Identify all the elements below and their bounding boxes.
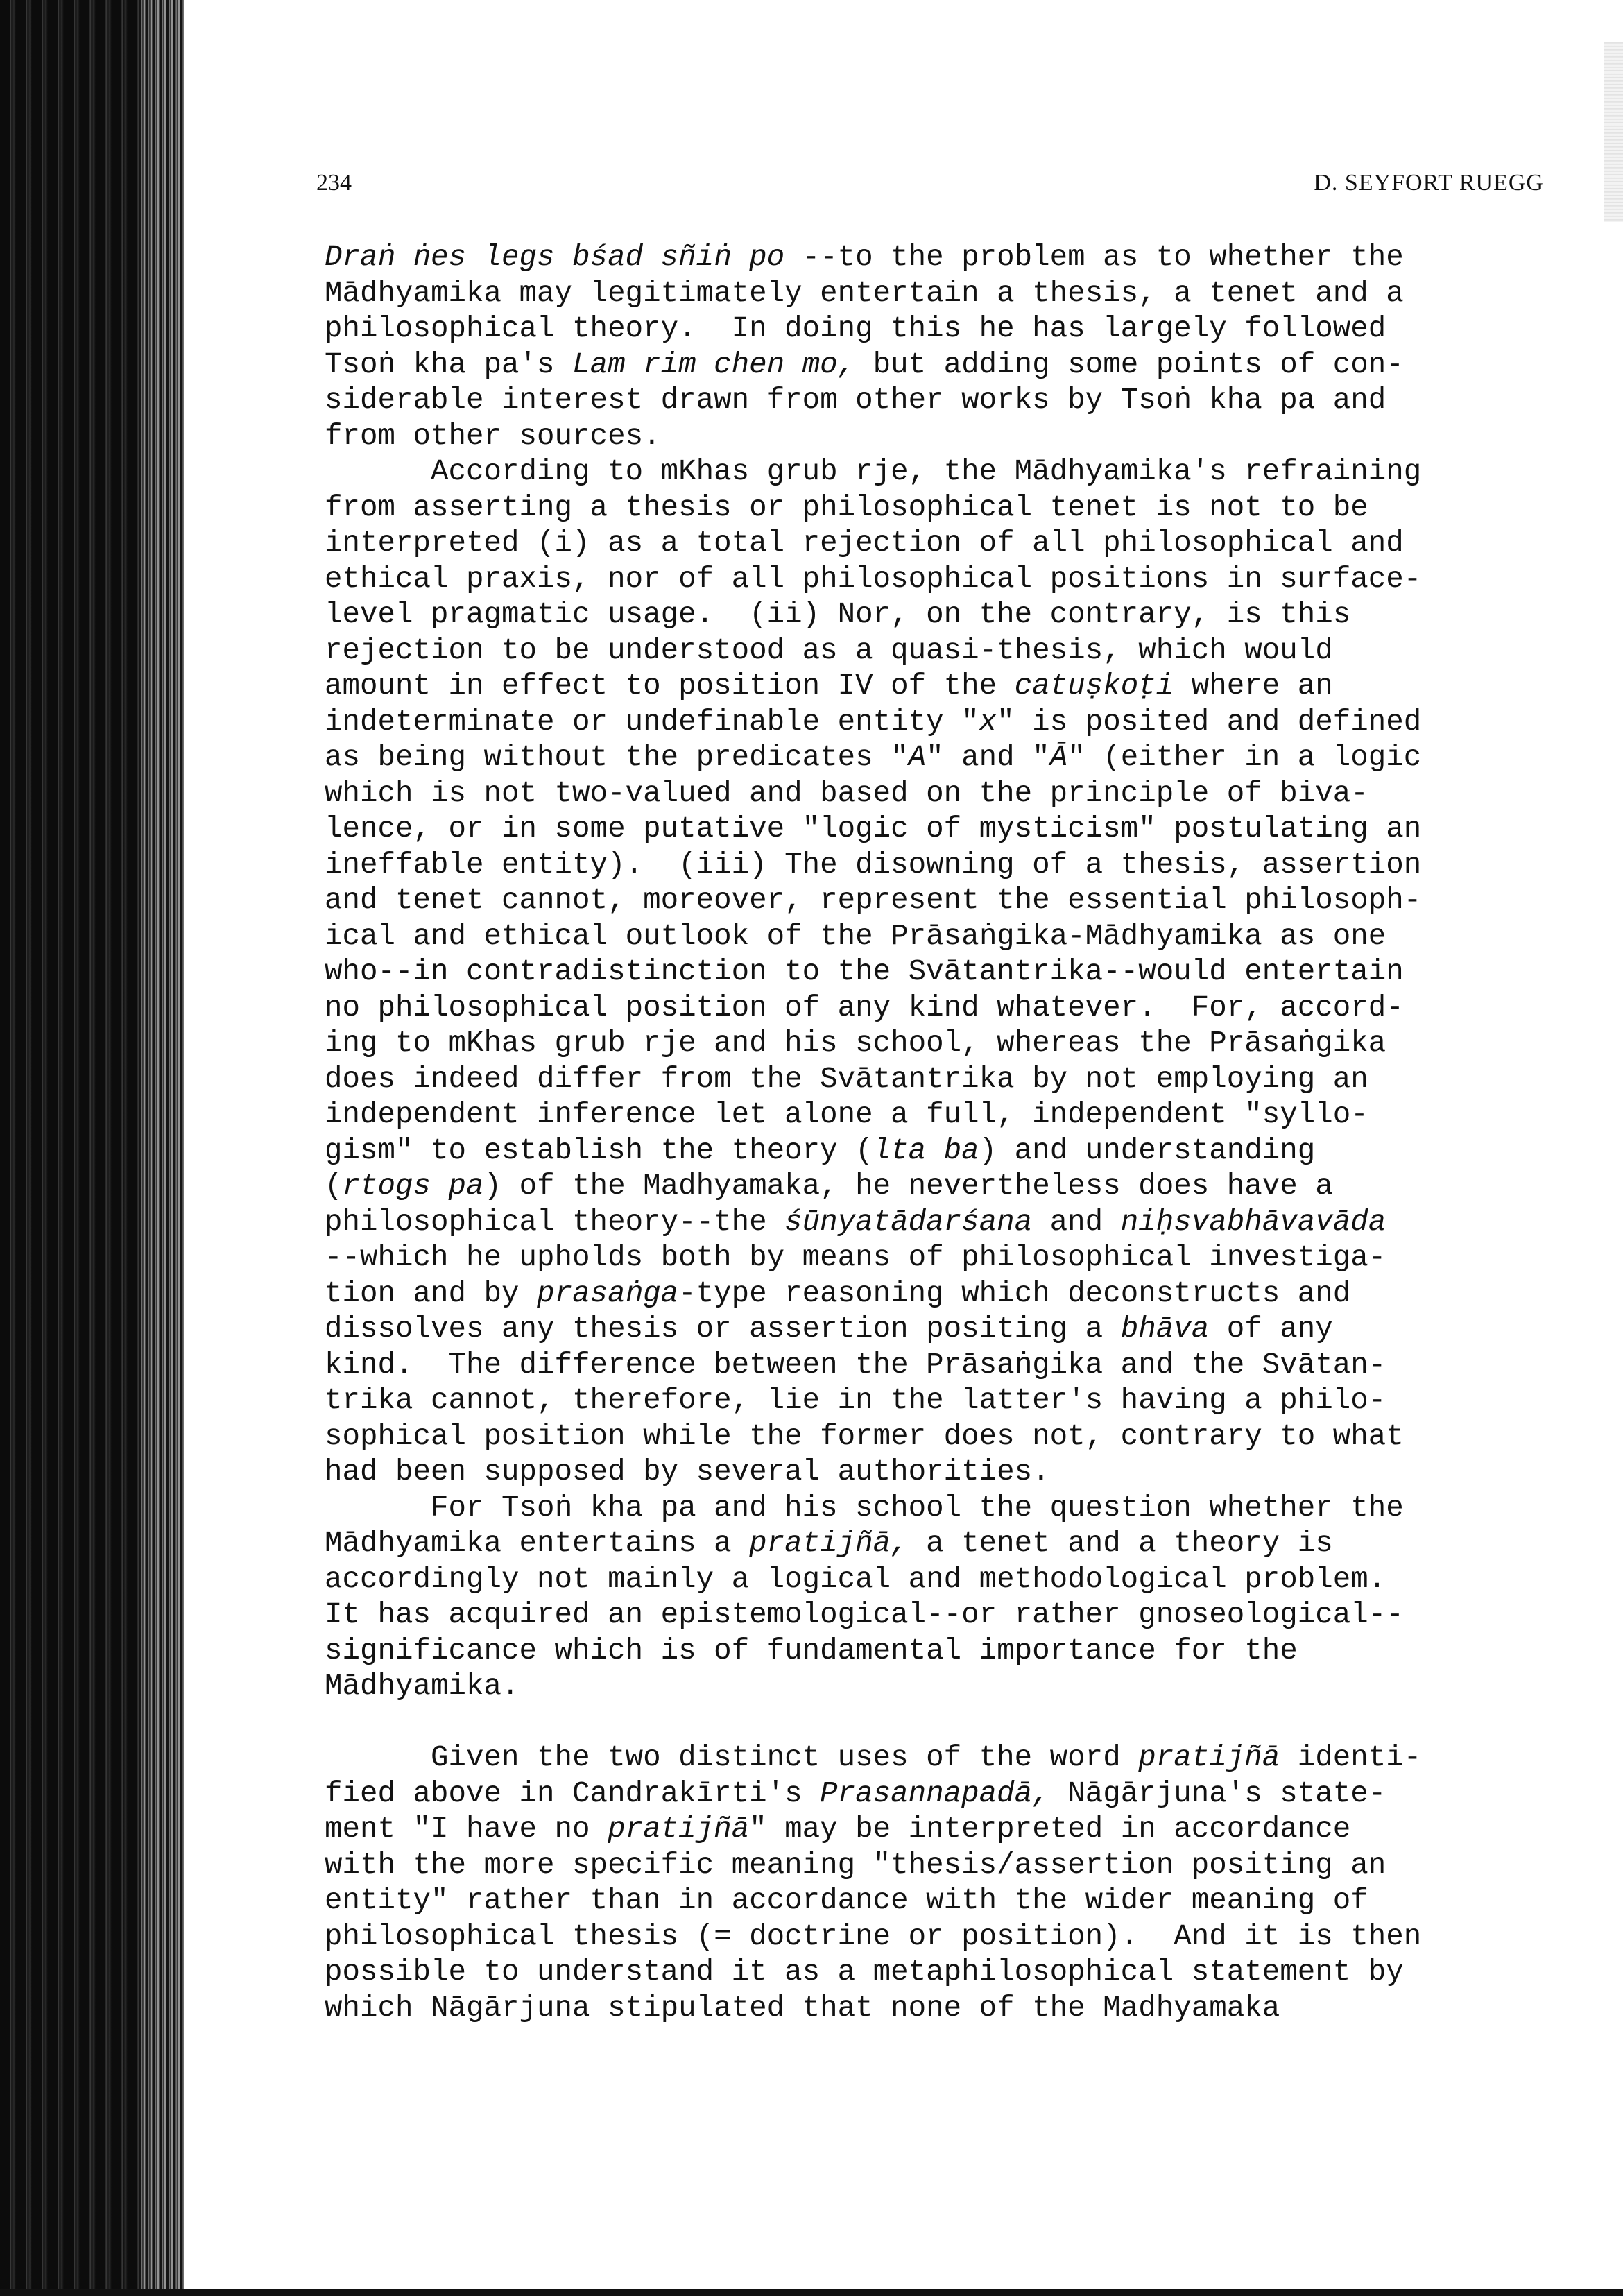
text-segment: tion and by — [325, 1276, 538, 1310]
text-line — [325, 812, 1545, 848]
text-line — [325, 562, 1545, 598]
italic-term: Ā — [1049, 741, 1068, 774]
text-segment: philosophical thesis (= doctrine or position). And it is then — [325, 1919, 1422, 1953]
text-segment: ) and understanding — [979, 1133, 1316, 1167]
text-line — [325, 1991, 1545, 2027]
text-line — [325, 1062, 1545, 1098]
text-line — [325, 1383, 1545, 1419]
page-number: 234 — [316, 170, 352, 196]
text-line — [325, 1312, 1545, 1348]
text-line — [325, 490, 1545, 526]
text-segment: identi- — [1280, 1741, 1422, 1774]
text-line — [325, 1240, 1545, 1276]
text-line — [325, 1097, 1545, 1133]
text-line — [325, 1455, 1545, 1491]
text-segment: trika cannot, therefore, lie in the latter's having a philo- — [325, 1384, 1386, 1417]
text-segment: siderable interest drawn from other works by Tsoṅ kha pa and — [325, 384, 1386, 417]
text-segment: had been supposed by several authorities. — [325, 1455, 1050, 1489]
text-segment: --which he upholds both by means of philosophical investiga- — [325, 1241, 1386, 1274]
text-line — [325, 383, 1545, 419]
text-line — [325, 1348, 1545, 1384]
text-segment: who--in contradistinction to the Svātantrika--would entertain — [325, 955, 1404, 988]
text-line — [325, 633, 1545, 669]
text-segment: For Tsoṅ kha pa and his school the question whether the — [431, 1491, 1404, 1525]
text-segment: entity" rather than in accordance with the wider meaning of — [325, 1884, 1368, 1917]
text-segment: Given the two distinct uses of the word — [431, 1741, 1139, 1774]
text-segment: and — [1032, 1205, 1121, 1239]
text-segment: rejection to be understood as a quasi-thesis, which would — [325, 633, 1333, 667]
text-line — [325, 740, 1545, 776]
text-segment: where an — [1174, 669, 1333, 703]
text-line — [325, 1419, 1545, 1455]
text-line — [325, 1634, 1545, 1670]
italic-term: bhāva — [1120, 1312, 1210, 1346]
text-line — [325, 1276, 1545, 1312]
running-head: D. SEYFORT RUEGG — [1314, 170, 1544, 196]
text-line — [325, 240, 1545, 276]
text-segment: -type reasoning which deconstructs and — [678, 1276, 1351, 1310]
text-segment: fied above in Candrakīrti's — [325, 1776, 821, 1810]
text-line — [325, 597, 1545, 633]
italic-term: pratijñā — [1138, 1741, 1280, 1774]
text-segment: which Nāgārjuna stipulated that none of the Madhyamaka — [325, 1991, 1280, 2025]
text-line — [325, 454, 1545, 490]
page-edge-noise — [1604, 42, 1623, 222]
italic-term: śūnyatādarśana — [784, 1205, 1033, 1239]
text-segment: It has acquired an epistemological--or rather gnoseological-- — [325, 1598, 1404, 1631]
text-segment: ( — [325, 1170, 343, 1203]
text-segment: " is posited and defined — [997, 705, 1422, 739]
scan-bottom-edge — [0, 2289, 1623, 2296]
text-line — [325, 419, 1545, 455]
text-line — [325, 1919, 1545, 1955]
text-segment: with the more specific meaning "thesis/assertion positing an — [325, 1848, 1386, 1882]
text-segment: does indeed differ from the Svātantrika by not employing an — [325, 1062, 1368, 1096]
text-segment: no philosophical position of any kind whatever. For, accord- — [325, 991, 1404, 1025]
italic-term: niḥsvabhāvavāda — [1120, 1205, 1386, 1239]
text-segment: gism" to establish the theory ( — [325, 1133, 873, 1167]
text-line — [325, 1740, 1545, 1776]
text-segment: from asserting a thesis or philosophical tenet is not to be — [325, 490, 1368, 524]
text-segment: philosophical theory. In doing this he has largely followed — [325, 312, 1386, 345]
text-line — [325, 1491, 1545, 1527]
text-segment: and tenet cannot, moreover, represent the essential philosoph- — [325, 884, 1422, 917]
text-line — [325, 1026, 1545, 1062]
text-segment: lence, or in some putative "logic of mysticism" postulating an — [325, 812, 1422, 846]
italic-term: Prasannapadā, — [820, 1776, 1050, 1810]
text-segment: philosophical theory--the — [325, 1205, 785, 1239]
text-segment: Mādhyamika may legitimately entertain a thesis, a tenet and a — [325, 276, 1404, 310]
text-segment: possible to understand it as a metaphilosophical statement by — [325, 1955, 1404, 1989]
text-segment: kind. The difference between the Prāsaṅgika and the Svātan- — [325, 1348, 1386, 1382]
text-segment: Mādhyamika. — [325, 1670, 519, 1703]
italic-term: lta ba — [873, 1133, 979, 1167]
text-line — [325, 1848, 1545, 1884]
text-segment: ethical praxis, nor of all philosophical positions in surface- — [325, 562, 1422, 596]
text-line — [325, 1955, 1545, 1991]
text-segment: a tenet and a theory is — [908, 1527, 1333, 1560]
text-line — [325, 1812, 1545, 1848]
text-line — [325, 776, 1545, 812]
text-segment: amount in effect to position IV of the — [325, 669, 1015, 703]
text-segment: accordingly not mainly a logical and methodological problem. — [325, 1562, 1386, 1596]
text-segment: Mādhyamika entertains a — [325, 1527, 750, 1560]
text-line — [325, 348, 1545, 384]
text-segment: from other sources. — [325, 419, 661, 453]
text-line — [325, 1669, 1545, 1705]
text-line — [325, 526, 1545, 562]
scanner-gutter-edge — [139, 0, 184, 2296]
text-line — [325, 919, 1545, 955]
italic-term: A — [908, 741, 927, 774]
text-segment: ) of the Madhyamaka, he nevertheless does have a — [483, 1170, 1333, 1203]
text-segment: --to the problem as to whether the — [784, 241, 1404, 274]
text-line — [325, 1597, 1545, 1634]
text-segment: level pragmatic usage. (ii) Nor, on the contrary, is this — [325, 598, 1351, 631]
text-segment: ing to mKhas grub rje and his school, whereas the Prāsaṅgika — [325, 1027, 1386, 1060]
text-segment: ineffable entity). (iii) The disowning of a thesis, assertion — [325, 848, 1422, 882]
text-line — [325, 883, 1545, 919]
text-segment: which is not two-valued and based on the principle of biva- — [325, 776, 1368, 810]
italic-term: catuṣkoṭi — [1014, 669, 1174, 703]
italic-term: pratijñā — [608, 1813, 750, 1846]
text-line — [325, 311, 1545, 348]
text-segment: ical and ethical outlook of the Prāsaṅgika-Mādhyamika as one — [325, 919, 1386, 953]
text-line — [325, 1169, 1545, 1205]
text-segment: ment "I have no — [325, 1813, 608, 1846]
body-text — [325, 240, 1545, 2026]
text-segment: " and " — [926, 741, 1050, 774]
text-line — [325, 1526, 1545, 1562]
italic-term: x — [979, 705, 997, 739]
text-line — [325, 1776, 1545, 1813]
text-segment: sophical position while the former does not, contrary to what — [325, 1419, 1404, 1453]
italic-term: rtogs pa — [342, 1170, 484, 1203]
text-line — [325, 1133, 1545, 1170]
text-line — [325, 705, 1545, 741]
text-segment: " (either in a logic — [1067, 741, 1422, 774]
text-line — [325, 276, 1545, 312]
paragraph-gap — [325, 1705, 1545, 1741]
text-segment: independent inference let alone a full, independent "syllo- — [325, 1098, 1368, 1131]
text-segment: indeterminate or undefinable entity " — [325, 705, 979, 739]
text-line — [325, 954, 1545, 991]
text-segment: significance which is of fundamental importance for the — [325, 1634, 1298, 1668]
italic-term: prasaṅga — [537, 1276, 679, 1310]
text-line — [325, 1205, 1545, 1241]
text-line — [325, 848, 1545, 884]
italic-term: pratijñā, — [749, 1527, 909, 1560]
text-segment: interpreted (i) as a total rejection of all philosophical and — [325, 526, 1404, 560]
text-segment: According to mKhas grub rje, the Mādhyamika's refraining — [431, 455, 1422, 488]
text-line — [325, 1562, 1545, 1598]
text-segment: " may be interpreted in accordance — [749, 1813, 1351, 1846]
text-segment: of any — [1209, 1312, 1333, 1346]
italic-term: Lam rim chen mo, — [572, 348, 856, 382]
text-line — [325, 1883, 1545, 1919]
text-segment: as being without the predicates " — [325, 741, 909, 774]
text-segment: but adding some points of con- — [855, 348, 1404, 382]
italic-term: Draṅ ṅes legs bśad sñiṅ po — [325, 241, 785, 274]
text-segment: Tsoṅ kha pa's — [325, 348, 573, 382]
text-segment: dissolves any thesis or assertion positing a — [325, 1312, 1121, 1346]
text-line — [325, 669, 1545, 705]
page-header — [316, 170, 1544, 212]
text-segment: Nāgārjuna's state- — [1049, 1776, 1386, 1810]
text-line — [325, 991, 1545, 1027]
